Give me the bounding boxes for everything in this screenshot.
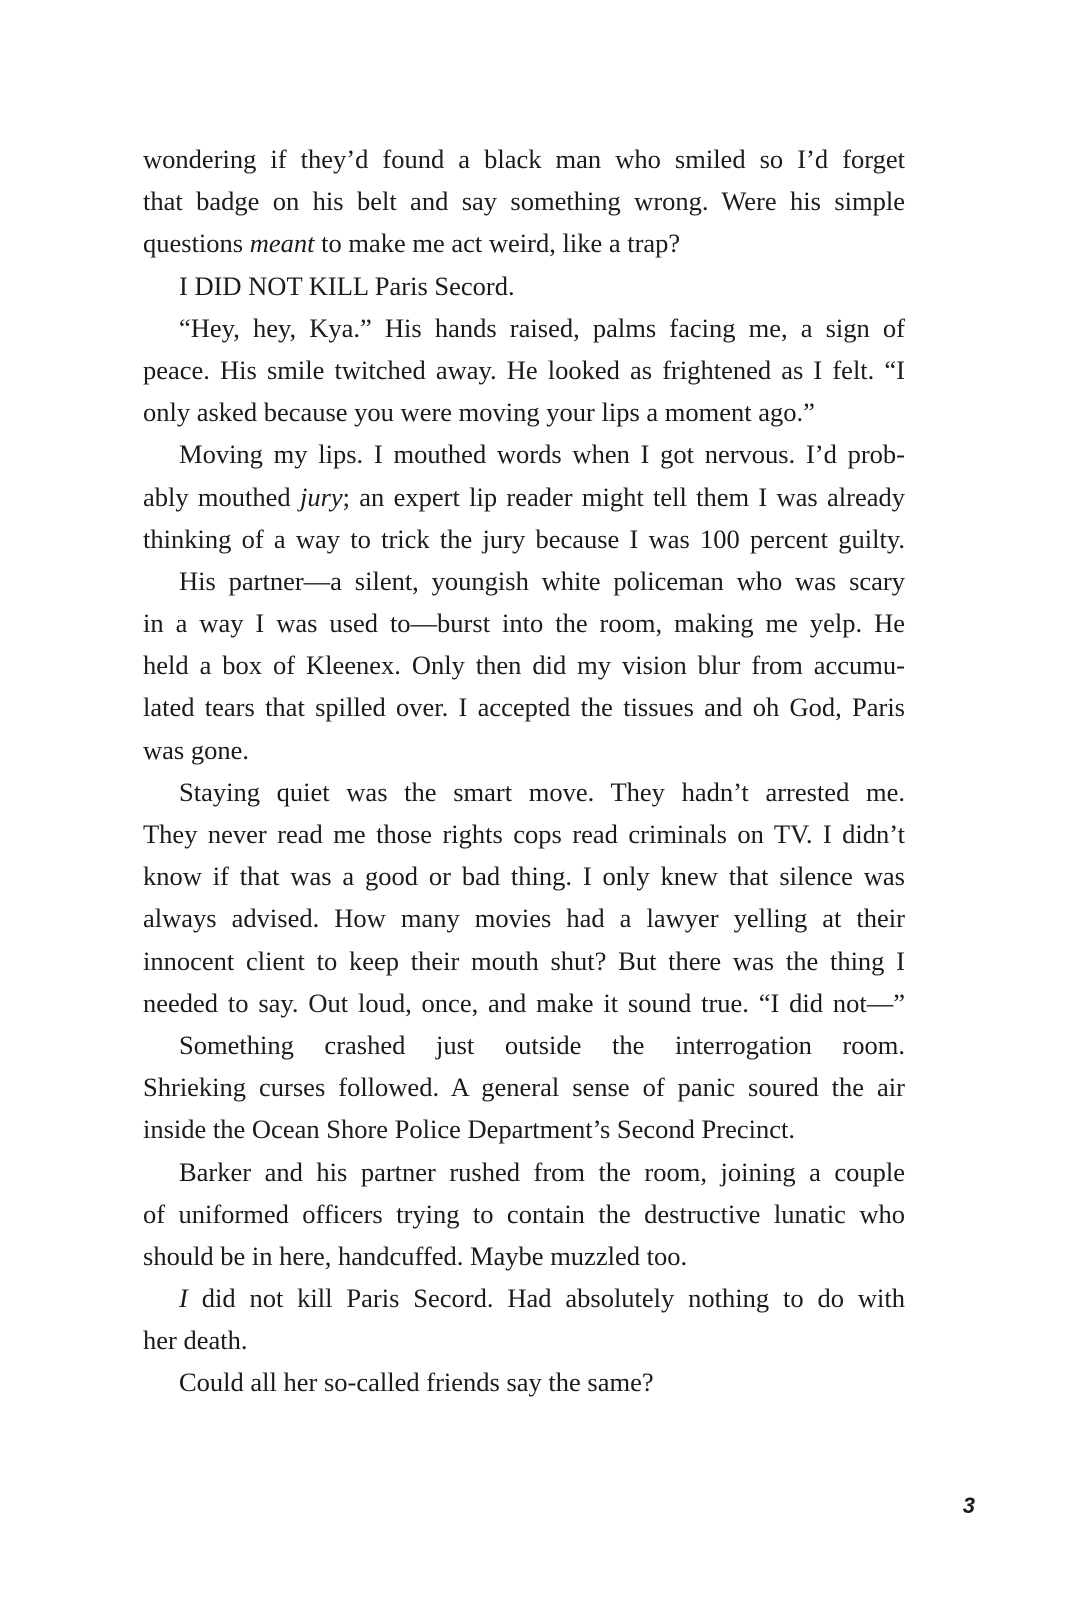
text-line: innocent client to keep their mouth shut? But there was the thing I <box>143 945 905 976</box>
text-line: in a way I was used to—burst into the room, making me yelp. He <box>143 608 905 639</box>
text-line: lated tears that spilled over. I accepted the tissues and oh God, Paris <box>143 692 905 723</box>
text-line: Staying quiet was the smart move. They hadn’t arrested me. <box>179 776 905 807</box>
text-line: His partner—a silent, youngish white policeman who was scary <box>179 565 905 596</box>
text-line: Moving my lips. I mouthed words when I got nervous. I’d prob- <box>179 439 905 470</box>
body-text <box>143 138 905 1404</box>
text-line: ably mouthed jury; an expert lip reader might tell them I was already <box>143 481 905 512</box>
text-line: “Hey, hey, Kya.” His hands raised, palms facing me, a sign of <box>179 312 905 343</box>
text-line: her death. <box>143 1325 248 1356</box>
text-line: I DID NOT KILL Paris Secord. <box>179 270 515 301</box>
text-line: questions meant to make me act weird, like a trap? <box>143 228 681 259</box>
page-number: 3 <box>962 1493 975 1518</box>
text-line: was gone. <box>143 734 249 765</box>
text-line: thinking of a way to trick the jury because I was 100 percent guilty. <box>143 523 905 554</box>
text-line: I did not kill Paris Secord. Had absolutely nothing to do with <box>179 1283 905 1314</box>
text-line: Something crashed just outside the interrogation room. <box>179 1029 905 1060</box>
emphasis-text: meant <box>249 228 315 259</box>
text-line: held a box of Kleenex. Only then did my vision blur from accumu- <box>143 650 905 681</box>
text-line: of uniformed officers trying to contain the destructive lunatic who <box>143 1198 905 1229</box>
text-line: should be in here, handcuffed. Maybe muzzled too. <box>143 1240 688 1271</box>
text-line: only asked because you were moving your lips a moment ago.” <box>143 397 815 428</box>
text-line: always advised. How many movies had a lawyer yelling at their <box>143 903 905 934</box>
text-line: They never read me those rights cops read criminals on TV. I didn’t <box>143 819 905 849</box>
emphasis-text: I <box>179 1283 188 1314</box>
text-line: Barker and his partner rushed from the room, joining a couple <box>179 1156 905 1187</box>
text-line: that badge on his belt and say something wrong. Were his simple <box>143 186 905 217</box>
text-line: inside the Ocean Shore Police Department’s Second Precinct. <box>143 1114 796 1145</box>
text-line: needed to say. Out loud, once, and make it sound true. “I did not—” <box>143 987 905 1018</box>
emphasis-text: jury <box>299 481 343 512</box>
text-line: Shrieking curses followed. A general sense of panic soured the air <box>143 1072 905 1103</box>
text-line: peace. His smile twitched away. He looked as frightened as I felt. “I <box>143 354 905 385</box>
text-line: wondering if they’d found a black man who smiled so I’d forget <box>143 144 905 174</box>
text-line: know if that was a good or bad thing. I only knew that silence was <box>143 861 905 892</box>
text-line: Could all her so-called friends say the same? <box>179 1367 654 1398</box>
